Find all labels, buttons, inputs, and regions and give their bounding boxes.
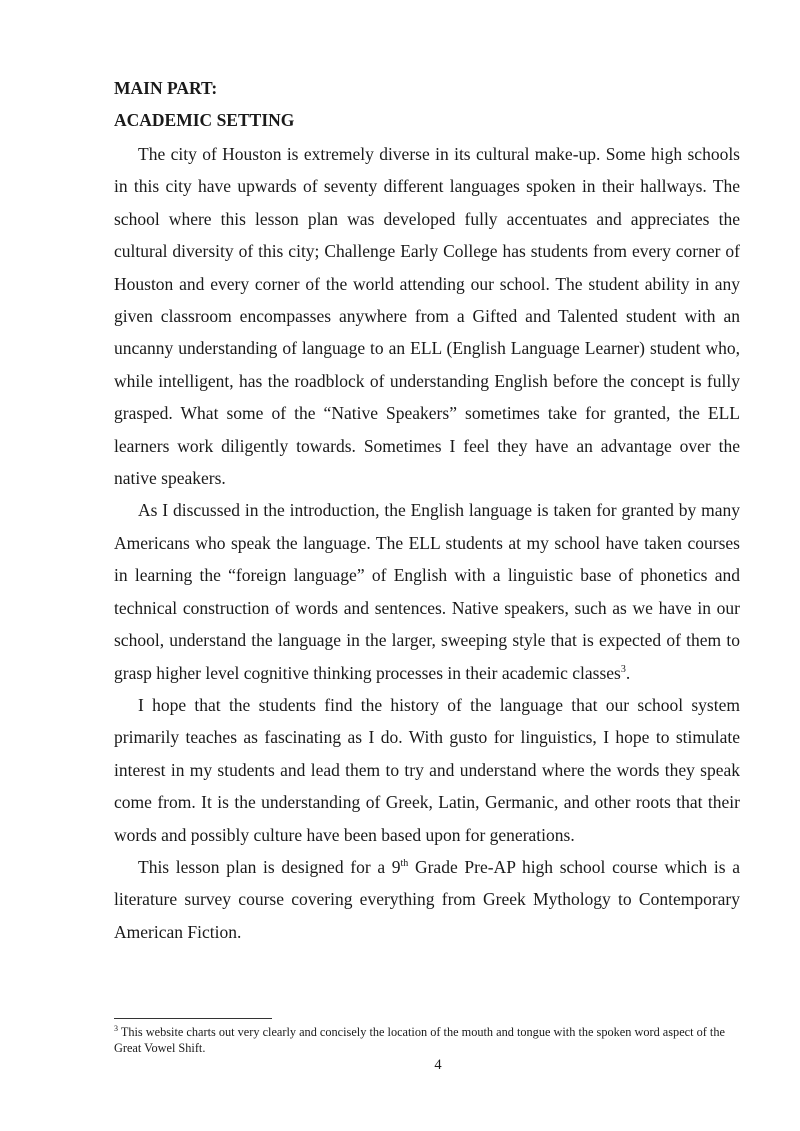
paragraph-text: As I discussed in the introduction, the English language is taken for granted by many Americans who speak the language. The ELL students at my school have taken courses in learning the “foreign language” of English with a linguistic base of phonetics and technical construction of words and sentences. Native speakers, such as we have in our school, understand the language in the larger, sweeping style that is expected of them to grasp higher level cognitive thinking processes in their academic classes bbox=[114, 500, 740, 683]
paragraph-text-after: Grade Pre-AP high school course which is a literature survey course covering everything from Greek Mythology to Contemporary American Fiction. bbox=[114, 856, 740, 942]
paragraph-lesson-plan bbox=[114, 851, 740, 948]
paragraph-linguistics-interest: I hope that the students find the history of the language that our school system primarily teaches as fascinating as I do. With gusto for linguistics, I hope to stimulate interest in my students and lead them to try and understand where the words they speak come from. It is the understanding of Greek, Latin, Germanic, and other roots that their words and possibly culture have been based upon for generations. bbox=[114, 694, 740, 845]
footnote-reference: 3 bbox=[620, 663, 626, 675]
footnote-text: This website charts out very clearly and concisely the location of the mouth and tongue with the spoken word aspect of the Great Vowel Shift. bbox=[114, 1025, 725, 1055]
paragraph-end: . bbox=[625, 662, 631, 683]
paragraph-houston-diversity: The city of Houston is extremely diverse in its cultural make-up. Some high schools in this city have upwards of seventy different languages spoken in their hallways. The school where this lesson plan was developed fully accentuates and appreciates the cultural diversity of this city; Challenge Early College has students from every corner of Houston and every corner of the world attending our school. The student ability in any given classroom encompasses anywhere from a Gifted and Talented student with an uncanny understanding of language to an ELL (English Language Learner) student who, while intelligent, has the roadblock of understanding English before the concept is fully grasped. What some of the “Native Speakers” sometimes take for granted, the ELL learners work diligently towards. Sometimes I feel they have an advantage over the native speakers. bbox=[114, 144, 740, 489]
paragraph-text-before: This lesson plan is designed for a 9 bbox=[138, 856, 401, 877]
footnote bbox=[114, 1024, 740, 1056]
ordinal-suffix: th bbox=[400, 858, 409, 870]
footnote-divider bbox=[114, 1018, 272, 1019]
paragraph-ell-students bbox=[114, 494, 740, 688]
page-number: 4 bbox=[434, 1057, 442, 1073]
body-text bbox=[114, 138, 740, 948]
academic-setting-heading: ACADEMIC SETTING bbox=[114, 110, 295, 130]
footnote-marker: 3 bbox=[114, 1023, 118, 1033]
main-part-heading: MAIN PART: bbox=[114, 78, 218, 98]
